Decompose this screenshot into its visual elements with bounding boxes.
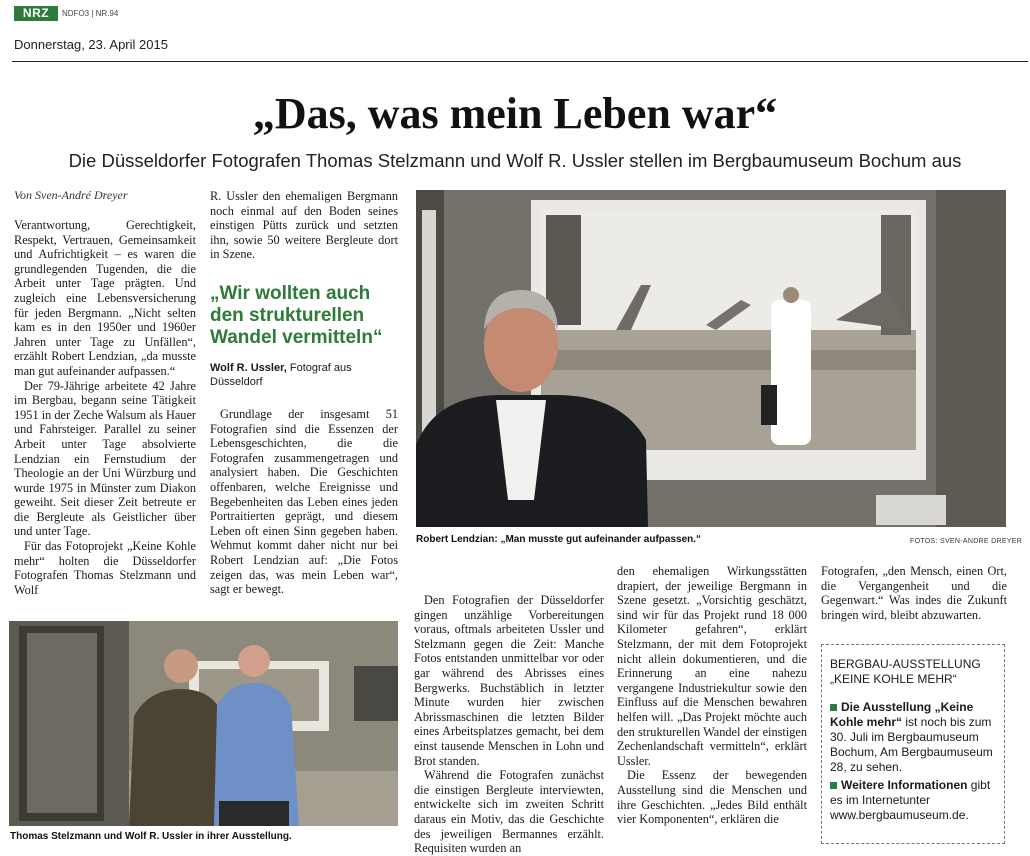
info-box [821,644,1005,844]
info-box-item [830,700,996,775]
article-column-5 [821,564,1007,622]
second-photo [9,621,398,826]
article-column-2-bottom [210,407,398,597]
pull-quote-source [210,361,400,389]
main-photo-caption: Robert Lendzian: „Man musste gut aufeinander aufpassen.“ [416,534,702,545]
issue-number: NDFO3 | NR.94 [62,9,119,18]
paragraph: Fotografen, „den Mensch, einen Ort, die Vergangenheit und die Gegenwart.“ Was indes die Zukunft bringen wird, bleibt abzuwarten. [821,564,1007,622]
info-box-item-bold: Weitere Informationen [841,778,968,792]
second-photo-illustration [9,621,398,826]
issue-date: Donnerstag, 23. April 2015 [14,37,168,52]
main-photo-illustration [416,190,1006,527]
bullet-square-icon [830,782,837,789]
paragraph: Die Essenz der bewegenden Ausstellung sind die Menschen und ihre Geschichten. „Jedes Bild enthält vier Komponenten“, erklären die [617,768,807,827]
article-column-2-top [210,189,398,262]
paragraph: Verantwortung, Gerechtigkeit, Respekt, Vertrauen, Gemeinsamkeit und Aufrichtigkeit – es waren die grundlegenden Tugenden, die die Arbeit unter Tage prägten. Und zugleich eine Lebensversicherung für jeden Bergmann. „Nicht selten kam es in den 1950er und 1960er Jahren unter Tage zu Unfällen“, erzählt Robert Lendzian, „da musste man gut aufeinander aufpassen.“ [14,218,196,378]
paragraph: R. Ussler den ehemaligen Bergmann noch einmal auf den Boden seines einstigen Pütts zurück und setzten ihn, sowie 50 weitere Bergleute dort in Szene. [210,189,398,262]
info-box-item-bold: Die Ausstellung „Keine Kohle mehr“ [830,700,974,729]
pull-quote-name: Wolf R. Ussler, [210,362,287,374]
paragraph: Während die Fotografen zunächst die einstigen Bergleute interviewten, entwickelte sich im zweiten Schritt daraus ein Motiv, das die Geschichte des jeweiligen Bermannes erzählt. Requisiten wurden an [414,768,604,856]
article-column-1 [14,218,196,597]
paragraph: Für das Fotoprojekt „Keine Kohle mehr“ holten die Düsseldorfer Fotografen Thomas Stelzmann und Wolf [14,539,196,597]
pull-quote: „Wir wollten auch den strukturellen Wandel vermitteln“ [210,283,383,348]
subheadline: Die Düsseldorfer Fotografen Thomas Stelzmann und Wolf R. Ussler stellen im Bergbaumuseum Bochum aus [68,150,962,171]
article-column-4 [617,564,807,827]
info-box-title [830,657,996,687]
pull-quote-role: Fotograf aus Düsseldorf [210,362,352,388]
header-rule [12,61,1028,62]
nrz-logo: NRZ [14,6,58,21]
article-column-3 [414,593,604,856]
paragraph: Grundlage der insgesamt 51 Fotografien sind die Essenzen der Lebensgeschichten, die die Fotografen zusammengetragen und analysiert haben. Die Geschichten offenbaren, welche Ereignisse und Begebenheiten das Leben eines jeden Portraitierten geprägt, und diesem Leben oft einen Sinn gegeben haben. Wehmut kommt daher nicht nur bei Robert Lendzian auf: „Die Fotos zeigen das, was mein Leben war“, sagt er bewegt. [210,407,398,597]
info-box-title-line: „KEINE KOHLE MEHR“ [830,672,957,686]
headline: „Das, was mein Leben war“ [252,89,778,138]
photo-credit: FOTOS: SVEN-ANDRE DREYER [910,538,1023,545]
paragraph: Der 79-Jährige arbeitete 42 Jahre im Bergbau, begann seine Tätigkeit 1951 in der Zeche Walsum als Hauer und Fahrsteiger. Parallel zu seiner Arbeit unter Tage absolvierte Lendzian ein Fernstudium der Theologie an der Uni Würzburg und wurde 1975 in Münster zum Diakon geweiht. Seit dieser Zeit betreute er die Bergleute als Geistlicher über und unter Tage. [14,378,196,539]
paragraph: Den Fotografien der Düsseldorfer gingen unzählige Vorbereitungen voraus, oftmals arbeiteten Ussler und Stelzmann gegen die Zeit: Manche Fotos entstanden unmittelbar vor oder gar während des Abrisses eines Bergwerks. Buchstäblich in letzter Minute wurden hier zwischen Abrissmaschinen die letzten Bilder eines Arbeitsplatzes gemacht, bei dem einst tausende Menschen in Lohn und Brot standen. [414,593,604,768]
byline: Von Sven-André Dreyer [14,188,128,202]
info-box-item-text: gibt es im Internetunter www.bergbaumuseum.de. [830,778,991,822]
info-box-item [830,778,996,823]
main-photo [416,190,1006,527]
info-box-title-line: BERGBAU-AUSSTELLUNG [830,657,981,671]
paragraph: den ehemaligen Wirkungsstätten drapiert, der jeweilige Bergmann in Szene gesetzt. „Vorsichtig geschätzt, sind wir für das Projekt rund 18 000 Kilometer gefahren“, erklärt Stelzmann, der mit dem Fotoprojekt nicht allein dokumentieren, und die Erinnerung an eine nahezu vergangene Industriekultur sowie den Einfluss auf die Menschen bewahren helfen will. „Das Projekt möchte auch den strukturellen Wandel der einstigen Zechenlandschaft vermitteln“, erklärt Ussler. [617,564,807,768]
info-box-item-text: ist noch bis zum 30. Juli im Bergbaumuseum Bochum, Am Bergbaumuseum 28, zu sehen. [830,715,993,774]
bullet-square-icon [830,704,837,711]
second-photo-caption: Thomas Stelzmann und Wolf R. Ussler in ihrer Ausstellung. [10,831,292,842]
